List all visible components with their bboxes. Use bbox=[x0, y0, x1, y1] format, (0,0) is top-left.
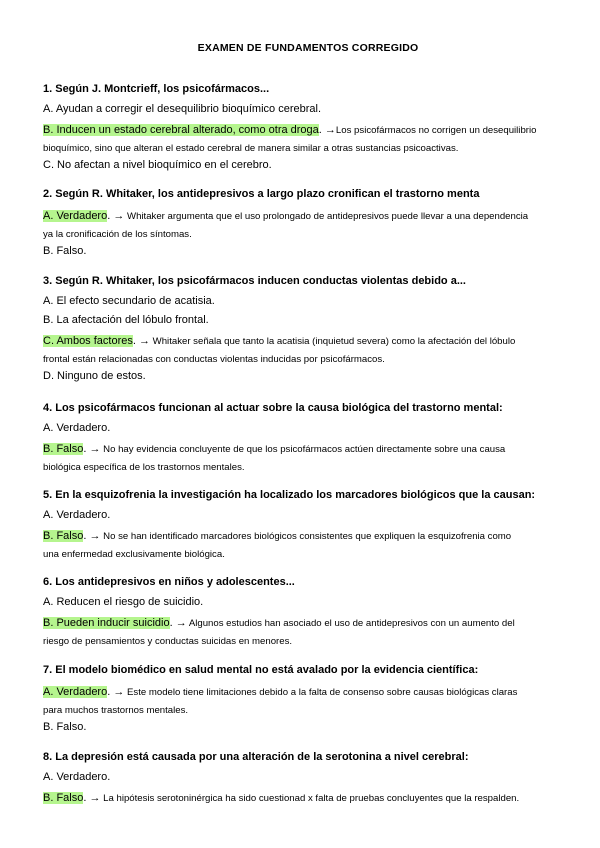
answer-arrow: . → bbox=[318, 124, 336, 136]
answer-explanation-cont: para muchos trastornos mentales. bbox=[43, 705, 189, 716]
option-b: B. Falso. bbox=[43, 721, 87, 733]
correct-answer bbox=[43, 121, 573, 158]
answer-highlight: B. Pueden inducir suicidio bbox=[43, 617, 170, 629]
answer-explanation: Los psicofármacos no corrigen un desequilibrio bbox=[335, 125, 537, 136]
correct-answer bbox=[43, 683, 573, 720]
answer-arrow: . → bbox=[107, 686, 125, 698]
question-8 bbox=[43, 750, 573, 808]
question-6 bbox=[43, 575, 573, 651]
question-title: 6. Los antidepresivos en niños y adolescentes... bbox=[43, 576, 295, 588]
option-a: A. Verdadero. bbox=[43, 509, 111, 521]
correct-answer bbox=[43, 440, 573, 477]
answer-arrow: . → bbox=[132, 335, 150, 347]
answer-explanation-cont: riesgo de pensamientos y conductas suicidas en menores. bbox=[43, 636, 293, 647]
option-a: A. Ayudan a corregir el desequilibrio bioquímico cerebral. bbox=[43, 103, 322, 115]
option-a: A. El efecto secundario de acatisia. bbox=[43, 295, 215, 307]
question-title: 4. Los psicofármacos funcionan al actuar sobre la causa biológica del trastorno mental: bbox=[43, 402, 503, 414]
correct-answer bbox=[43, 789, 573, 808]
question-5 bbox=[43, 488, 573, 564]
correct-answer bbox=[43, 332, 573, 369]
question-title: 8. La depresión está causada por una alteración de la serotonina a nivel cerebral: bbox=[43, 751, 469, 763]
question-title: 5. En la esquizofrenia la investigación ha localizado los marcadores biológicos que la causan: bbox=[43, 489, 536, 501]
question-title: 1. Según J. Montcrieff, los psicofármacos... bbox=[43, 83, 270, 95]
option-c: C. No afectan a nivel bioquímico en el cerebro. bbox=[43, 159, 272, 171]
answer-explanation-cont: ya la cronificación de los síntomas. bbox=[43, 229, 192, 240]
answer-explanation: La hipótesis serotoninérgica ha sido cuestionad x falta de pruebas concluyentes que la respalden. bbox=[100, 793, 520, 804]
question-title: 7. El modelo biomédico en salud mental no está avalado por la evidencia científica: bbox=[43, 664, 479, 676]
answer-highlight: A. Verdadero bbox=[43, 210, 108, 222]
answer-arrow: . → bbox=[83, 443, 101, 455]
answer-highlight: B. Falso bbox=[43, 530, 84, 542]
answer-highlight: B. Falso bbox=[43, 443, 84, 455]
option-a: A. Reducen el riesgo de suicidio. bbox=[43, 596, 204, 608]
answer-arrow: . → bbox=[83, 792, 101, 804]
question-2 bbox=[43, 187, 573, 263]
answer-explanation-cont: biológica específica de los trastornos mentales. bbox=[43, 462, 245, 473]
answer-arrow: . → bbox=[169, 617, 187, 629]
question-title: 2. Según R. Whitaker, los antidepresivos a largo plazo cronifican el trastorno menta bbox=[43, 188, 480, 200]
answer-explanation: Whitaker argumenta que el uso prolongado de antidepresivos puede llevar a una dependencia bbox=[124, 211, 529, 222]
question-3 bbox=[43, 274, 573, 388]
answer-explanation-cont: una enfermedad exclusivamente biológica. bbox=[43, 549, 225, 560]
answer-explanation: No se han identificado marcadores biológicos consistentes que expliquen la esquizofrenia como bbox=[100, 531, 512, 542]
option-a: A. Verdadero. bbox=[43, 422, 111, 434]
answer-highlight: C. Ambos factores bbox=[43, 335, 133, 347]
option-b: B. Falso. bbox=[43, 245, 87, 257]
answer-arrow: . → bbox=[107, 210, 125, 222]
question-7 bbox=[43, 663, 573, 739]
correct-answer bbox=[43, 527, 573, 564]
option-d: D. Ninguno de estos. bbox=[43, 370, 146, 382]
question-title: 3. Según R. Whitaker, los psicofármacos inducen conductas violentas debido a... bbox=[43, 275, 466, 287]
answer-explanation-cont: frontal están relacionadas con conductas violentas inducidas por psicofármacos. bbox=[43, 354, 385, 365]
correct-answer bbox=[43, 614, 573, 651]
answer-explanation: Algunos estudios han asociado el uso de antidepresivos con un aumento del bbox=[186, 618, 515, 629]
answer-highlight: A. Verdadero bbox=[43, 686, 108, 698]
answer-explanation: Whitaker señala que tanto la acatisia (inquietud severa) como la afectación del lóbulo bbox=[150, 336, 516, 347]
option-a: A. Verdadero. bbox=[43, 771, 111, 783]
answer-explanation-cont: bioquímico, sino que alteran el estado cerebral de manera similar a otras sustancias psicoactivas. bbox=[43, 143, 459, 154]
question-4 bbox=[43, 401, 573, 477]
option-b: B. La afectación del lóbulo frontal. bbox=[43, 314, 209, 326]
answer-explanation: Este modelo tiene limitaciones debido a la falta de consenso sobre causas biológicas claras bbox=[124, 687, 518, 698]
answer-explanation: No hay evidencia concluyente de que los psicofármacos actúen directamente sobre una causa bbox=[100, 444, 506, 455]
correct-answer bbox=[43, 207, 573, 244]
answer-highlight: B. Inducen un estado cerebral alterado, como otra droga bbox=[43, 124, 319, 136]
answer-highlight: B. Falso bbox=[43, 792, 84, 804]
question-1 bbox=[43, 82, 573, 177]
exam-title: EXAMEN DE FUNDAMENTOS CORREGIDO bbox=[197, 42, 419, 54]
answer-arrow: . → bbox=[83, 530, 101, 542]
